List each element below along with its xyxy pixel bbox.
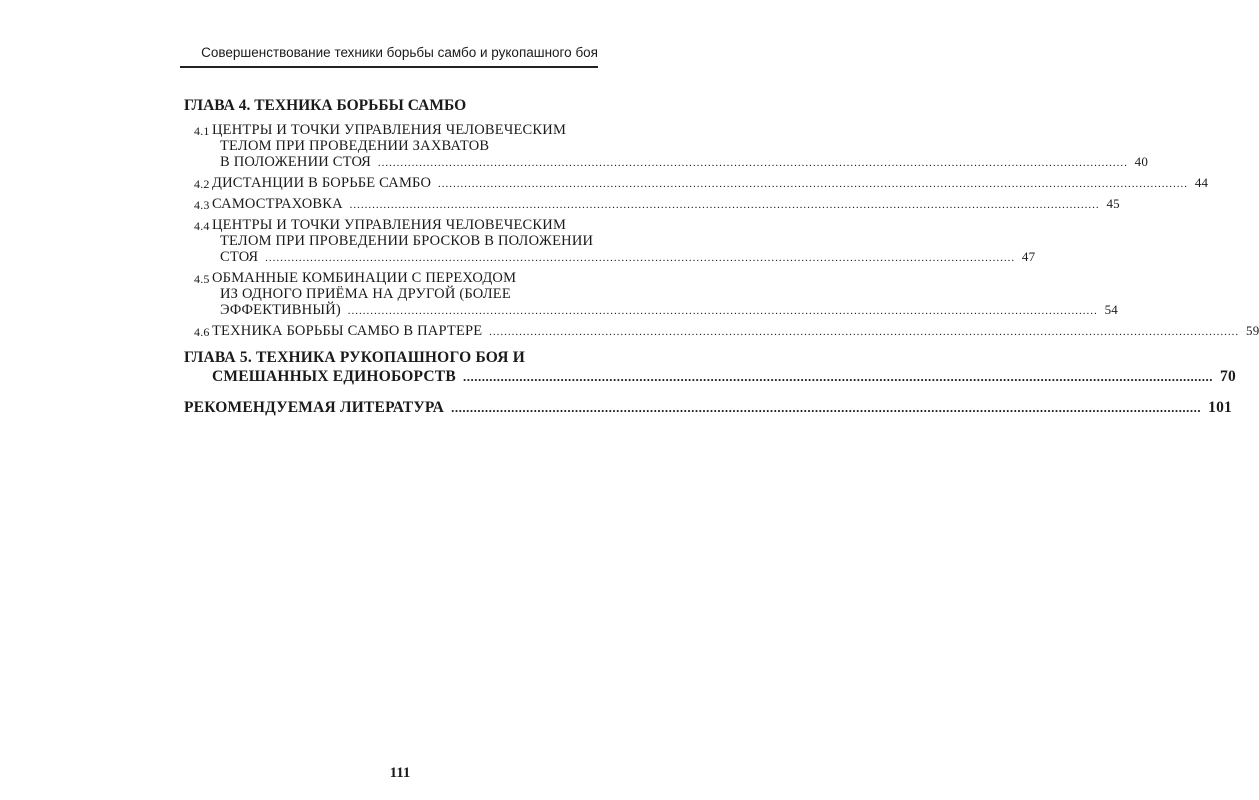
entry-page-number: 59	[1246, 323, 1259, 338]
entry-title-line: ДИСТАНЦИИ В БОРЬБЕ САМБО	[212, 175, 432, 191]
entry-leader-line	[184, 367, 1236, 386]
entry-title-line: РЕКОМЕНДУЕМАЯ ЛИТЕРАТУРА	[184, 399, 444, 416]
entry-page-number: 54	[1104, 302, 1118, 317]
entry-title-line: ЦЕНТРЫ И ТОЧКИ УПРАВЛЕНИЯ ЧЕЛОВЕЧЕСКИМ	[212, 217, 567, 233]
toc-entry-references[interactable]	[180, 398, 1233, 417]
entry-title-line: ЦЕНТРЫ И ТОЧКИ УПРАВЛЕНИЯ ЧЕЛОВЕЧЕСКИМ	[212, 122, 567, 138]
entry-title-line: СМЕШАННЫХ ЕДИНОБОРСТВ	[212, 368, 456, 385]
entry-page-number: 40	[1134, 154, 1149, 169]
entry-number: 4.5	[194, 272, 210, 286]
toc-entry-4-2[interactable]	[180, 175, 1209, 192]
dot-leader	[348, 305, 1098, 317]
entry-number: 4.2	[194, 177, 210, 191]
entry-title-line: ЭФФЕКТИВНЫЙ)	[220, 302, 341, 318]
entry-title-line: В ПОЛОЖЕНИИ СТОЯ	[220, 154, 371, 170]
entry-page-number: 101	[1208, 399, 1233, 416]
entry-title-line: ТЕЛОМ ПРИ ПРОВЕДЕНИИ ЗАХВАТОВ	[220, 138, 490, 154]
entry-leader-line	[212, 196, 1120, 213]
header-rule	[180, 66, 598, 68]
dot-leader	[265, 252, 1015, 264]
chapter-4-heading: ГЛАВА 4. ТЕХНИКА БОРЬБЫ САМБО	[184, 97, 467, 114]
entry-number: 4.4	[194, 219, 210, 233]
entry-page-number: 47	[1021, 249, 1036, 264]
entry-title-line: ИЗ ОДНОГО ПРИЁМА НА ДРУГОЙ (БОЛЕЕ	[220, 286, 511, 302]
entry-title-line: ГЛАВА 5. ТЕХНИКА РУКОПАШНОГО БОЯ И	[184, 349, 525, 366]
entry-page-number: 70	[1220, 368, 1236, 385]
toc-entry-4-4[interactable]	[180, 217, 1036, 266]
entry-title-line: ТЕЛОМ ПРИ ПРОВЕДЕНИИ БРОСКОВ В ПОЛОЖЕНИИ	[220, 233, 594, 249]
entry-leader-line	[212, 302, 1118, 319]
entry-title-line: САМОСТРАХОВКА	[212, 196, 343, 212]
dot-leader	[463, 369, 1213, 384]
running-header: Совершенствование техники борьбы самбо и рукопашного боя	[201, 45, 598, 60]
entry-title-line: ОБМАННЫЕ КОМБИНАЦИИ С ПЕРЕХОДОМ	[212, 270, 517, 286]
toc-entry-4-5[interactable]	[180, 270, 1118, 319]
entry-number: 4.6	[194, 325, 210, 339]
entry-title-line: СТОЯ	[220, 249, 259, 265]
toc-entry-chapter-5[interactable]	[180, 348, 1236, 386]
entry-page-number: 44	[1194, 175, 1209, 190]
dot-leader	[378, 157, 1128, 169]
table-of-contents	[180, 96, 1259, 417]
toc-entry-4-3[interactable]	[180, 196, 1120, 213]
entry-leader-line	[212, 249, 1036, 266]
page-number: 111	[389, 765, 411, 781]
toc-entry-4-1[interactable]	[180, 122, 1149, 171]
entry-leader-line	[184, 398, 1233, 417]
dot-leader	[489, 326, 1239, 338]
entry-number: 4.3	[194, 198, 210, 212]
entry-page-number: 45	[1106, 196, 1120, 211]
entry-leader-line	[212, 175, 1209, 192]
entry-number: 4.1	[194, 124, 210, 138]
dot-leader	[438, 178, 1188, 190]
entry-leader-line	[212, 323, 1259, 340]
entry-title-line: ТЕХНИКА БОРЬБЫ САМБО В ПАРТЕРЕ	[212, 323, 483, 339]
toc-entry-4-6[interactable]	[180, 323, 1259, 340]
entry-leader-line	[212, 154, 1149, 171]
dot-leader	[451, 400, 1201, 415]
dot-leader	[350, 199, 1100, 211]
